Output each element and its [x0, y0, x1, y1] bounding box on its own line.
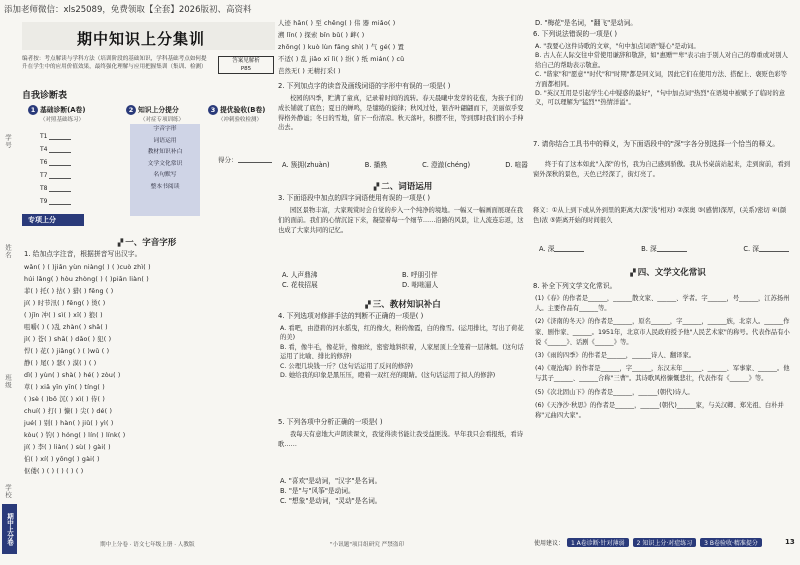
tip-label: 使用建议：	[534, 540, 565, 547]
pinyin-line: 芭然无( ) 无精打采( )	[278, 68, 341, 75]
options-6	[535, 42, 793, 108]
diagnosis-table	[22, 100, 275, 208]
option[interactable]: B. 看，像牛毛，像花针，像细丝，密密地斜织着，人家屋顶上全笼着一层薄烟。(这句话运用了比喻、排比的修辞)	[280, 343, 524, 361]
footer-middle: "小讯题"项目组研究 严禁盗印	[330, 542, 405, 548]
page-number: 13	[785, 538, 795, 546]
pinyin-line: zhōnɡ( ) kuò lùn fāng shì( ) 气 ɡé( ) 置	[278, 44, 405, 51]
diag-sub-3: （冲刺验收检测）	[218, 117, 263, 123]
question-7: 7. 请你结合工具书中的释义，为下面语段中的"深"字各分别选择一个恰当的释义。	[533, 140, 779, 148]
diag-col-1	[28, 104, 85, 115]
option[interactable]: D. "英汉互用是引起学生心中疑惑的最好"，"句中加点词"热烈"在语境中被赋予了临时的意义，可以理解为"猛烈""热情洋溢"。	[535, 90, 786, 107]
question-6: 6. 下列说法错误的一项是( )	[533, 30, 618, 38]
spine-label-class: 班级	[4, 374, 12, 389]
fill-item[interactable]: (2)《济南的冬天》的作者是______，原名______，字______，______族，北京人。______作家、剧作家、______。1951年，北京市人民政府授予他"人民艺术家"的称号。代表作品有小说《______》、话剧《______》等。	[535, 318, 790, 346]
stamp-top: 答案见解析	[232, 58, 260, 64]
section-3-title: ▞ 三、教材知识补白	[328, 298, 478, 310]
pinyin-line: 伯( ) xí( ) yōng( ) gài( )	[24, 456, 100, 463]
option[interactable]: D. "梅花"是名词，"翻飞"是动词。	[535, 19, 637, 27]
fill-item[interactable]: (3)《雨的四季》的作者是______，______诗人、翻译家。	[535, 352, 696, 360]
answer-stamp	[218, 56, 274, 74]
diag-row: T8	[40, 182, 71, 195]
spine-band: 期中上分卷	[2, 504, 17, 554]
watermark-text: 添加老师微信：xls25089，免费领取【全套】2026版初、高资料	[4, 5, 252, 15]
fill-item[interactable]: (6)《天净沙·秋思》的作者是______，______(朝代)______家，与关汉卿、郑光祖、白朴并称"元曲四大家"。	[535, 401, 784, 420]
diag-badge-2: 2	[126, 105, 136, 115]
spine-label-school: 学校	[4, 484, 12, 499]
question-2: 2. 下列加点字的读音及画线词语的字形中有误的一项是( )	[278, 82, 451, 90]
score-label: 得分：	[218, 155, 272, 164]
section-ribbon: 专项上分	[22, 214, 84, 226]
option[interactable]: B. "是"与"风筝"是动词。	[280, 487, 355, 495]
pinyin-line: jì( ) 苍( ) shā( ) dǎo( ) 犯( )	[24, 336, 112, 343]
literature-items	[535, 294, 793, 421]
diag-col-2	[126, 104, 179, 115]
passage-3: 园区景物丰富，大家观赏时会自觉的步入一个纯净的境地。一幅又一幅画面展现在我们的面前。我们的心情沉淀下来，凝望着每一个细节……沿路的风景，让人流连忘返，这也成了大家共同的记忆。	[278, 207, 524, 234]
option[interactable]: C. 公理几块钱一斤？(这句话运用了反问的修辞)	[280, 362, 413, 370]
blank-item[interactable]: B. 深	[641, 244, 687, 254]
section-1-title: ▞ 一、字音字形	[72, 236, 222, 248]
options-5	[280, 476, 526, 506]
diagnosis-heading: 自我诊断表	[22, 91, 68, 101]
skill-item: 教材知识补白	[147, 149, 183, 155]
pinyin-line: 静( ) 尾( ) 瑟( ) 漠( ) ( )	[24, 360, 97, 367]
pinyin-line: ( )sè ( )bō 沉( ) xì( ) 侍( )	[24, 396, 106, 403]
skill-item: 整本书阅读	[150, 183, 180, 190]
option[interactable]: B. 播熟	[364, 161, 387, 169]
option[interactable]: D. 咄咄逼人	[402, 281, 439, 289]
pinyin-line: 草( ) xiā yīn yīn( ) tíng( )	[24, 384, 105, 391]
diag-col-3	[208, 104, 265, 115]
pinyin-line: jí( ) 时节汛( ) fēng( ) 烫( )	[24, 300, 106, 307]
option[interactable]: C. 澄澈(chéng)	[422, 161, 471, 169]
option[interactable]: A. "喜欢"是动词，"汉字"是名词。	[280, 477, 382, 485]
skill-item: 词语运用	[153, 137, 177, 144]
blanks-7	[539, 244, 789, 254]
option[interactable]: A. "我要心这件诗歌的文章，"句中加点词语"疑心"是动词。	[535, 43, 700, 50]
pinyin-line: dì( ) yùn( ) shà( ) hé( ) zòu( )	[24, 372, 121, 379]
fill-item[interactable]: (4)《观沧海》的作者是______，字______，东汉末年______、______、军事家、______。他与其子______、______合称"三曹"。其诗歌风格慷慨悲壮，代表作有《______》等。	[535, 365, 790, 383]
spine-label-id: 学号	[4, 134, 12, 149]
diag-label-2: 知识上分提分	[138, 106, 179, 114]
diag-label-1: 基础诊断(A卷)	[40, 106, 86, 114]
question-1: 1. 给加点字注音，根据拼音写出汉字。	[24, 250, 142, 258]
diag-sub-2: （对症专项训练）	[140, 117, 185, 123]
diag-row: T9	[40, 195, 71, 208]
pinyin-line: 菲( ) 托( ) 拈( ) 猎( ) fēng ( )	[24, 288, 114, 295]
diag-rows	[40, 130, 71, 208]
question-3: 3. 下面语段中加点的四字词语使用有误的一项是( )	[278, 194, 431, 202]
lead-note: 编者按：考点解读与学科方法（培训阶段的基础知识，学科基础考点如何提升在学生中的应用价值效果，最终强化理解与应用把握集训（集训、检测）	[22, 56, 207, 70]
pinyin-line: wǎn( ) ( )jiǎn yùn niàng( ) ( )cuò zhì( )	[24, 264, 151, 271]
option[interactable]: B. 呼朋引伴	[402, 271, 438, 279]
pinyin-line: 溯 lǐn( ) 探索 bǐn bǔ( ) 衅( )	[278, 32, 365, 39]
option[interactable]: C. "想象"是动词，"灵动"是名词。	[280, 497, 382, 505]
pinyin-line: 伛偻( ) ( ) ( ) ( ) ( )	[24, 468, 84, 475]
diag-row: T6	[40, 156, 71, 169]
option[interactable]: A. 簇拥(zhuàn)	[282, 161, 330, 169]
tip-step: 2 知识上分·对症练习	[633, 538, 697, 547]
fill-item[interactable]: (1)《春》的作者是______，______散文家、______、学者。字______，号______，江苏扬州人。主要作品有______等。	[535, 295, 790, 313]
pinyin-line: jué( ) 别( ) hàn( ) jiǔ( ) yì( )	[24, 420, 114, 427]
pinyin-line: chuí( ) 打( ) 慷( ) 尖( ) dé( )	[24, 408, 113, 415]
skill-list	[130, 124, 200, 216]
diag-row: T1	[40, 130, 71, 143]
skill-item: 文学文化常识	[147, 160, 183, 167]
option[interactable]: A. 看吧，由澄碧的河水摇曳，红的像火，粉的像霞，白的像雪。(运用排比，写出了荷花的美)	[280, 325, 524, 342]
page-title: 期中知识上分集训	[77, 30, 206, 48]
option[interactable]: C. "谐家"和"愿意""时代"和"时期"都是同义词，因此它们在使用方法、搭配上、褒贬色彩等方面都相同。	[535, 71, 787, 88]
spine-label-name: 姓名	[4, 244, 12, 259]
diag-badge-1: 1	[28, 105, 38, 115]
pinyin-line: húi lǎng( ) hòu zhòng( ) ( )piān liàn( )	[24, 276, 149, 283]
passage-5: 我每天有意地大声朗读课文，我觉得读书能让我受益匪浅。早年我只会看报纸，看诗歌……	[278, 431, 523, 448]
blank-item[interactable]: C. 深	[743, 244, 789, 254]
skill-item: 字音字形	[153, 126, 177, 132]
question-4: 4. 下列选项对修辞手法的判断不正确的一项是( )	[278, 312, 424, 320]
diag-row: T4	[40, 143, 71, 156]
blank-item[interactable]: A. 深	[539, 244, 584, 254]
pinyin-line: 人迹 hān( ) 至 chēng( ) 伟 器 miǎo( )	[278, 20, 396, 27]
question-8: 8. 补全下列文学文化常识。	[533, 282, 617, 290]
options-3	[282, 270, 522, 290]
diag-row: T7	[40, 169, 71, 182]
option[interactable]: D. 喧嚣	[505, 161, 528, 169]
option[interactable]: D. 她给我的印象是黑压压，瞪着一双红亮的眼睛。(这句话运用了拟人的修辞)	[280, 372, 496, 380]
pinyin-line: 不适( ) 乱 jiǎo xī lì( ) 纷( ) 纸 mián( ) cǔ	[278, 56, 405, 63]
section-4-title: ▞ 四、文学文化常识	[593, 266, 743, 278]
option[interactable]: B. 古人在人际交往中常使用谦辞和敬辞，如"惠赠""卑"表示由于别人对自己的尊重或对别人给自己的帮助表示敬意。	[535, 52, 788, 69]
tip-step: 3 B卷验收·精准提分	[700, 538, 762, 547]
usage-tip	[534, 538, 763, 547]
definitions-7: 释义：①从上到下或从外到里的距离大(深"浅"相对) ②深奥 ③(感情)深厚，(关系)密切 ④(颜色)浓 ⑤距离开始的时间很久	[533, 207, 787, 224]
question-5: 5. 下列各项中分析正确的一项是( )	[278, 418, 383, 426]
stamp-bottom: P85	[240, 66, 252, 72]
option[interactable]: A. 人声鼎沸	[282, 271, 318, 279]
diag-sub-1: （对照基础练习）	[40, 117, 85, 123]
passage-2: 校园的四季，贮满了童真，记录着时间的流转。春天晨曦中发芽的花苞，为孩子们的成长铺就了底色；夏日的蝉鸣，是缱绻的旋律；秋风过处，银杏叶翩翩而下，美丽似乎变得格外静谧；冬日的雪地，留下一份清凉。秋天落叶，积攒不住，等到那时我们的小手伸出去。	[278, 95, 524, 132]
pinyin-line: 咀嚼( ) ( )乱 zhàn( ) shā( )	[24, 324, 108, 331]
pinyin-line: kòu( ) 钓( ) hóng( ) lín( ) línk( )	[24, 432, 126, 439]
pinyin-line: jí( ) 李( ) liàn( ) sù( ) ɡài( )	[24, 444, 111, 451]
passage-7: 终于有了这本如此"入深"的书，我为自己感到骄傲。我从书桌前站起来，走到窗前，看到窗外深秋的景色，天色已经深了，街灯亮了。	[533, 161, 791, 178]
pinyin-line: ( )jǐn 冲( ) sì( ) xī( ) 狼( )	[24, 312, 103, 319]
diag-label-3: 提优验收(B卷)	[220, 106, 266, 114]
option[interactable]: C. 花枝招展	[282, 281, 318, 289]
fill-item[interactable]: (5)《次北固山下》的作者是______，______(朝代)诗人。	[535, 388, 694, 396]
footer-left: 期中上分卷 · 语文七年级上册 · 人教版	[100, 542, 195, 548]
options-4	[280, 324, 526, 380]
section-2-title: ▞ 二、词语运用	[328, 180, 478, 192]
skill-item: 名句默写	[153, 172, 177, 178]
options-2	[282, 160, 528, 170]
diag-badge-3: 3	[208, 105, 218, 115]
spine	[0, 14, 20, 554]
pinyin-line: 悍( ) 花( ) jiǎng( ) ( )wǔ ( )	[24, 348, 110, 355]
tip-step: 1 A卷诊断·针对薄弱	[567, 538, 629, 547]
